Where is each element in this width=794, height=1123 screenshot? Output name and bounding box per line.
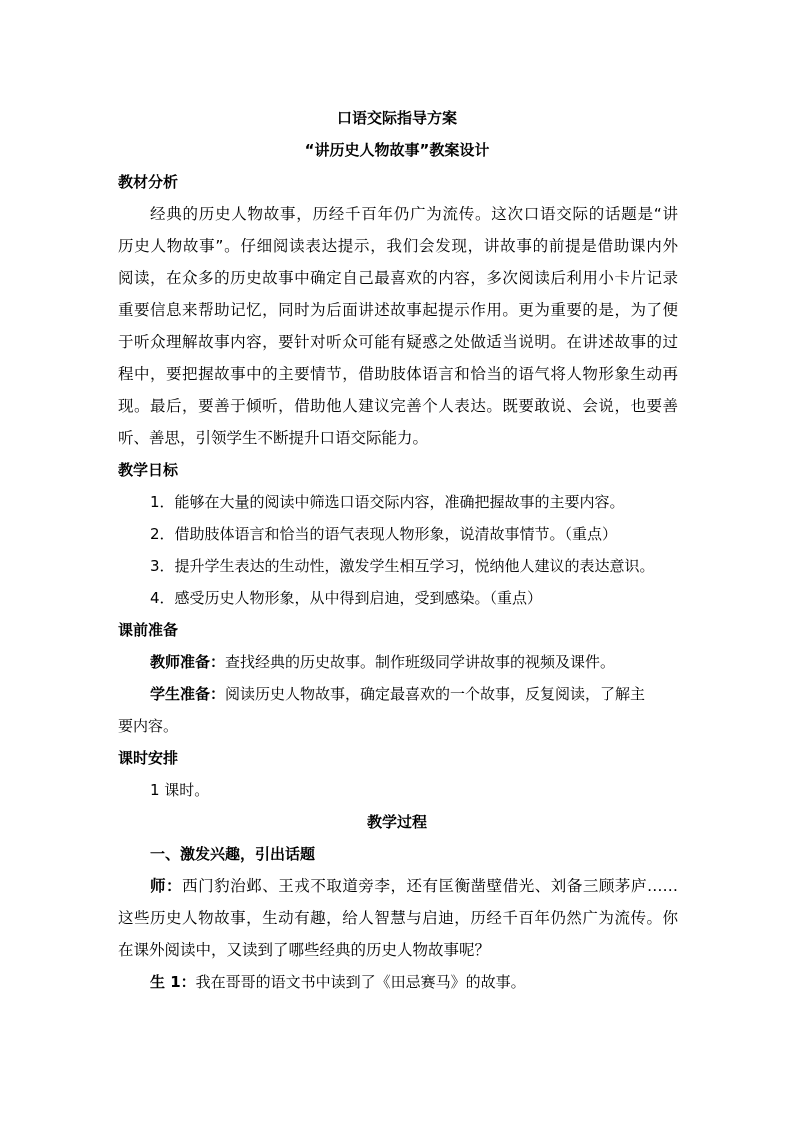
section-heading-teaching-process: 教学过程 — [366, 813, 427, 831]
subheading-spark-interest: 一、激发兴趣，引出话题 — [150, 845, 316, 863]
teacher-speech-line: 在课外阅读中，又读到了哪些经典的历史人物故事呢？ — [118, 941, 491, 959]
paragraph-line: 历史人物故事”。仔细阅读表达提示，我们会发现，讲故事的前提是借助课内外 — [118, 237, 678, 255]
student-answer-1 — [150, 972, 678, 992]
teacher-speech-label: 师： — [150, 877, 183, 895]
paragraph-line: 阅读，在众多的历史故事中确定自己最喜欢的内容，多次阅读后利用小卡片记录 — [118, 269, 678, 287]
section-heading-textbook-analysis: 教材分析 — [118, 173, 179, 191]
teacher-preparation-label: 教师准备： — [150, 653, 226, 671]
teacher-speech-text: 西门豹治邺、王戎不取道旁李，还有匡衡凿壁借光、刘备三顾茅庐…… — [182, 877, 678, 895]
student-answer-1-label: 生 1： — [150, 973, 196, 991]
goal-item: 4．感受历史人物形象，从中得到启迪，受到感染。（重点） — [150, 589, 543, 607]
student-preparation — [150, 684, 678, 704]
student-preparation-text: 阅读历史人物故事，确定最喜欢的一个故事，反复阅读，了解主 — [225, 685, 646, 703]
teacher-preparation — [150, 652, 678, 672]
paragraph-line: 经典的历史人物故事，历经千百年仍广为流传。这次口语交际的话题是“讲 — [150, 205, 678, 223]
paragraph-line: 听、善思，引领学生不断提升口语交际能力。 — [118, 429, 429, 447]
section-heading-preparation: 课前准备 — [118, 621, 179, 639]
teacher-speech — [150, 876, 678, 896]
paragraph-line: 现。最后，要善于倾听，借助他人建议完善个人表达。既要敢说、会说，也要善 — [118, 397, 678, 415]
paragraph-line: 程中，要把握故事中的主要情节，借助肢体语言和恰当的语气将人物形象生动再 — [118, 365, 678, 383]
section-heading-teaching-goals: 教学日标 — [118, 461, 179, 479]
goal-item: 1．能够在大量的阅读中筛选口语交际内容，准确把握故事的主要内容。 — [150, 493, 625, 511]
section-heading-schedule: 课时安排 — [118, 749, 179, 767]
goal-item: 3．提升学生表达的生动性，激发学生相互学习，悦纳他人建议的表达意识。 — [150, 557, 655, 575]
schedule-text: 1 课时。 — [150, 781, 210, 799]
paragraph-line: 重要信息来帮助记忆，同时为后面讲述故事起提示作用。更为重要的是，为了便 — [118, 301, 678, 319]
document-title: 口语交际指导方案 — [336, 109, 457, 127]
teacher-preparation-text: 查找经典的历史故事。制作班级同学讲故事的视频及课件。 — [225, 653, 616, 671]
goal-item: 2．借助肢体语言和恰当的语气表现人物形象，说清故事情节。（重点） — [150, 525, 618, 543]
teacher-speech-line: 这些历史人物故事，生动有趣，给人智慧与启迪，历经千百年仍然广为流传。你 — [118, 909, 678, 927]
student-preparation-label: 学生准备： — [150, 685, 226, 703]
document-subtitle: “讲历史人物故事”教案设计 — [304, 141, 490, 159]
paragraph-line: 于听众理解故事内容，要针对听众可能有疑惑之处做适当说明。在讲述故事的过 — [118, 333, 678, 351]
student-preparation-continued: 要内容。 — [118, 717, 179, 735]
student-answer-1-text: 我在哥哥的语文书中读到了《田忌赛马》的故事。 — [195, 973, 526, 991]
